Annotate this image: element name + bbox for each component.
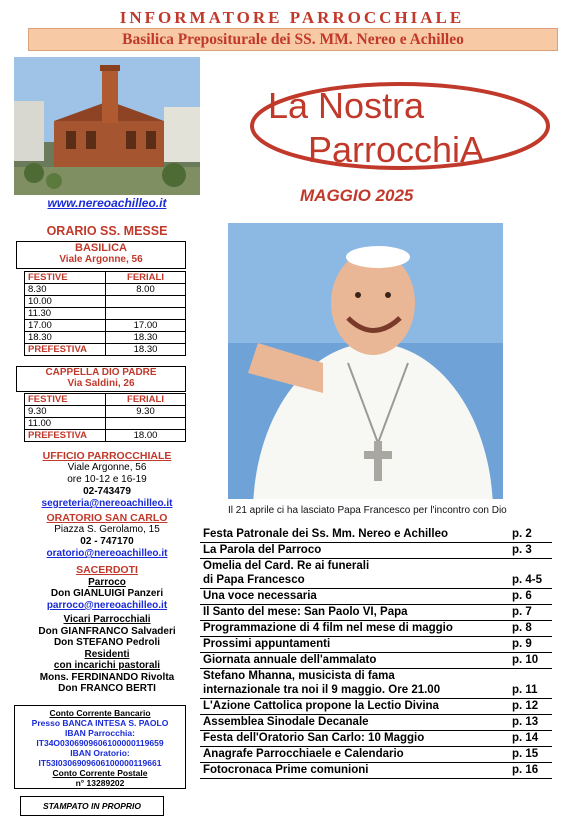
cappella-name: CAPPELLA DIO PADRE	[45, 367, 157, 378]
feriali-time: 9.30	[106, 406, 186, 418]
toc-title: Una voce necessaria	[203, 590, 317, 602]
toc-page: p. 11	[512, 684, 538, 696]
toc-row[interactable]	[200, 637, 552, 653]
ufficio-phone: 02-743479	[83, 486, 131, 497]
residente-name: Mons. FERDINANDO Rivolta	[39, 671, 175, 683]
iban-parrocchia-label: IBAN Parrocchia:	[65, 728, 135, 738]
toc-row[interactable]	[200, 621, 552, 637]
table-row	[25, 296, 186, 308]
toc-row[interactable]	[200, 669, 552, 699]
toc-title: Giornata annuale dell'ammalato	[203, 654, 377, 666]
oratorio-email-link[interactable]: oratorio@nereoachilleo.it	[46, 548, 168, 559]
website-link[interactable]: www.nereoachilleo.it	[47, 196, 167, 210]
table-row	[25, 344, 186, 356]
table-row	[25, 430, 186, 442]
festive-time: 11.00	[25, 418, 106, 430]
masses-title: ORARIO SS. MESSE	[46, 224, 168, 238]
toc-page: p. 14	[512, 732, 539, 744]
toc-page: p. 6	[512, 590, 532, 602]
toc-row[interactable]	[200, 731, 552, 747]
table-row	[25, 418, 186, 430]
oratorio-phone: 02 - 747170	[80, 536, 134, 547]
toc-row[interactable]	[200, 605, 552, 621]
toc-page: p. 3	[512, 544, 532, 556]
toc-row[interactable]	[200, 589, 552, 605]
toc-page: p. 16	[512, 764, 539, 776]
table-row	[25, 406, 186, 418]
prefestiva-label: PREFESTIVA	[25, 344, 106, 356]
toc-row[interactable]	[200, 699, 552, 715]
col-festive: FESTIVE	[25, 394, 106, 406]
iban-oratorio-label: IBAN Oratorio:	[70, 748, 130, 758]
printed-stamp: STAMPATO IN PROPRIO	[20, 796, 164, 816]
toc-page: p. 12	[512, 700, 539, 712]
toc-title: Festa dell'Oratorio San Carlo: 10 Maggio	[203, 732, 425, 744]
col-festive: FESTIVE	[25, 272, 106, 284]
basilica-subtitle: Basilica Prepositurale dei SS. MM. Nereo e Achilleo	[28, 28, 558, 51]
toc-title: Prossimi appuntamenti	[203, 638, 331, 650]
sacerdoti-block	[14, 565, 200, 695]
toc-row[interactable]	[200, 559, 552, 589]
toc-title: Anagrafe Parrocchiaele e Calendario	[203, 748, 404, 760]
sacerdoti-title: SACERDOTI	[76, 564, 138, 576]
newsletter-title: INFORMATORE PARROCCHIALE	[119, 8, 465, 27]
pope-francesco-photo	[228, 223, 503, 499]
cappella-address: Via Saldini, 26	[67, 378, 135, 389]
oratorio-address: Piazza S. Gerolamo, 15	[54, 524, 160, 535]
table-row	[25, 320, 186, 332]
issue-month: MAGGIO 2025	[300, 186, 414, 205]
toc-page: p. 9	[512, 638, 532, 650]
cappella-mass-table	[24, 393, 186, 442]
toc-title: Programmazione di 4 film nel mese di maggio	[203, 622, 453, 634]
residenti-label: Residenti	[84, 648, 130, 660]
toc-title: Omelia del Card. Re ai funerali di Papa Francesco	[203, 560, 370, 586]
ufficio-address: Viale Argonne, 56	[67, 462, 147, 473]
toc-page: p. 10	[512, 654, 539, 666]
toc-page: p. 15	[512, 748, 539, 760]
oratorio-block	[14, 512, 200, 560]
table-row	[25, 308, 186, 320]
festive-time: 18.30	[25, 332, 106, 344]
basilica-mass-table	[24, 271, 186, 356]
toc-page: p. 13	[512, 716, 539, 728]
basilica-photo	[14, 57, 200, 195]
toc-row[interactable]	[200, 543, 552, 559]
toc-page: p. 7	[512, 606, 532, 618]
ufficio-title: UFFICIO PARROCCHIALE	[42, 450, 172, 462]
toc-row[interactable]	[200, 653, 552, 669]
la-nostra-parrocchia-logo	[248, 76, 564, 176]
festive-time: 8.30	[25, 284, 106, 296]
toc-page: p. 8	[512, 622, 532, 634]
toc-page: p. 2	[512, 528, 532, 540]
bank-info-box	[14, 705, 186, 789]
bank-title: Conto Corrente Bancario	[49, 708, 151, 718]
logo-line2: ParrocchiA	[308, 129, 485, 170]
parroco-label: Parroco	[88, 576, 126, 588]
residente-name: Don FRANCO BERTI	[58, 683, 156, 694]
col-feriali: FERIALI	[106, 272, 186, 284]
festive-time: 9.30	[25, 406, 106, 418]
table-row	[25, 284, 186, 296]
parroco-email-link[interactable]: parroco@nereoachilleo.it	[46, 599, 168, 611]
photo-caption: Il 21 aprile ci ha lasciato Papa Francesco per l'incontro con Dio	[228, 505, 507, 516]
prefestiva-time: 18.30	[106, 344, 186, 356]
toc-page: p. 4-5	[512, 574, 543, 586]
festive-time: 10.00	[25, 296, 106, 308]
toc-row[interactable]	[200, 763, 552, 779]
col-feriali: FERIALI	[106, 394, 186, 406]
postal-number: n° 13289202	[75, 778, 125, 788]
basilica-name: BASILICA	[75, 242, 127, 254]
toc-title: Festa Patronale dei Ss. Mm. Nereo e Achilleo	[203, 528, 448, 540]
residenti-sub: con incarichi pastorali	[53, 660, 161, 671]
feriali-time	[106, 308, 186, 320]
feriali-time: 17.00	[106, 320, 186, 332]
postal-label: Conto Corrente Postale	[52, 768, 148, 778]
table-of-contents	[200, 527, 552, 779]
feriali-time	[106, 296, 186, 308]
vicario-name: Don STEFANO Pedroli	[53, 637, 161, 648]
vicario-name: Don GIANFRANCO Salvaderi	[38, 625, 176, 637]
toc-row[interactable]	[200, 747, 552, 763]
toc-title: Assemblea Sinodale Decanale	[203, 716, 369, 728]
bank-name: Presso BANCA INTESA S. PAOLO	[31, 718, 169, 728]
toc-title: Stefano Mhanna, musicista di fama internazionale tra noi il 9 maggio. Ore 21.00	[203, 670, 441, 696]
feriali-time	[106, 418, 186, 430]
logo-line1: La Nostra	[268, 85, 425, 126]
festive-time: 17.00	[25, 320, 106, 332]
toc-title: L'Azione Cattolica propone la Lectio Divina	[203, 700, 439, 712]
feriali-time: 8.00	[106, 284, 186, 296]
toc-row[interactable]	[200, 715, 552, 731]
prefestiva-label: PREFESTIVA	[25, 430, 106, 442]
ufficio-email-link[interactable]: segreteria@nereoachilleo.it	[41, 498, 173, 509]
parroco-name: Don GIANLUIGI Panzeri	[50, 588, 164, 599]
table-row	[25, 332, 186, 344]
ufficio-hours: ore 10-12 e 16-19	[67, 474, 147, 485]
toc-title: Il Santo del mese: San Paolo VI, Papa	[203, 606, 408, 618]
toc-row[interactable]	[200, 527, 552, 543]
vicari-label: Vicari Parrocchiali	[63, 614, 151, 625]
iban-parrocchia: IT34O0306909606100000119659	[36, 738, 164, 748]
basilica-box	[16, 241, 186, 269]
iban-oratorio: IT53I0306909606100000119661	[38, 758, 162, 768]
festive-time: 11.30	[25, 308, 106, 320]
ufficio-block	[14, 450, 200, 510]
basilica-address: Viale Argonne, 56	[59, 254, 143, 265]
oratorio-title: ORATORIO SAN CARLO	[46, 512, 168, 524]
feriali-time: 18.30	[106, 332, 186, 344]
toc-title: La Parola del Parroco	[203, 544, 322, 556]
prefestiva-time: 18.00	[106, 430, 186, 442]
cappella-box	[16, 366, 186, 392]
toc-title: Fotocronaca Prime comunioni	[203, 764, 369, 776]
